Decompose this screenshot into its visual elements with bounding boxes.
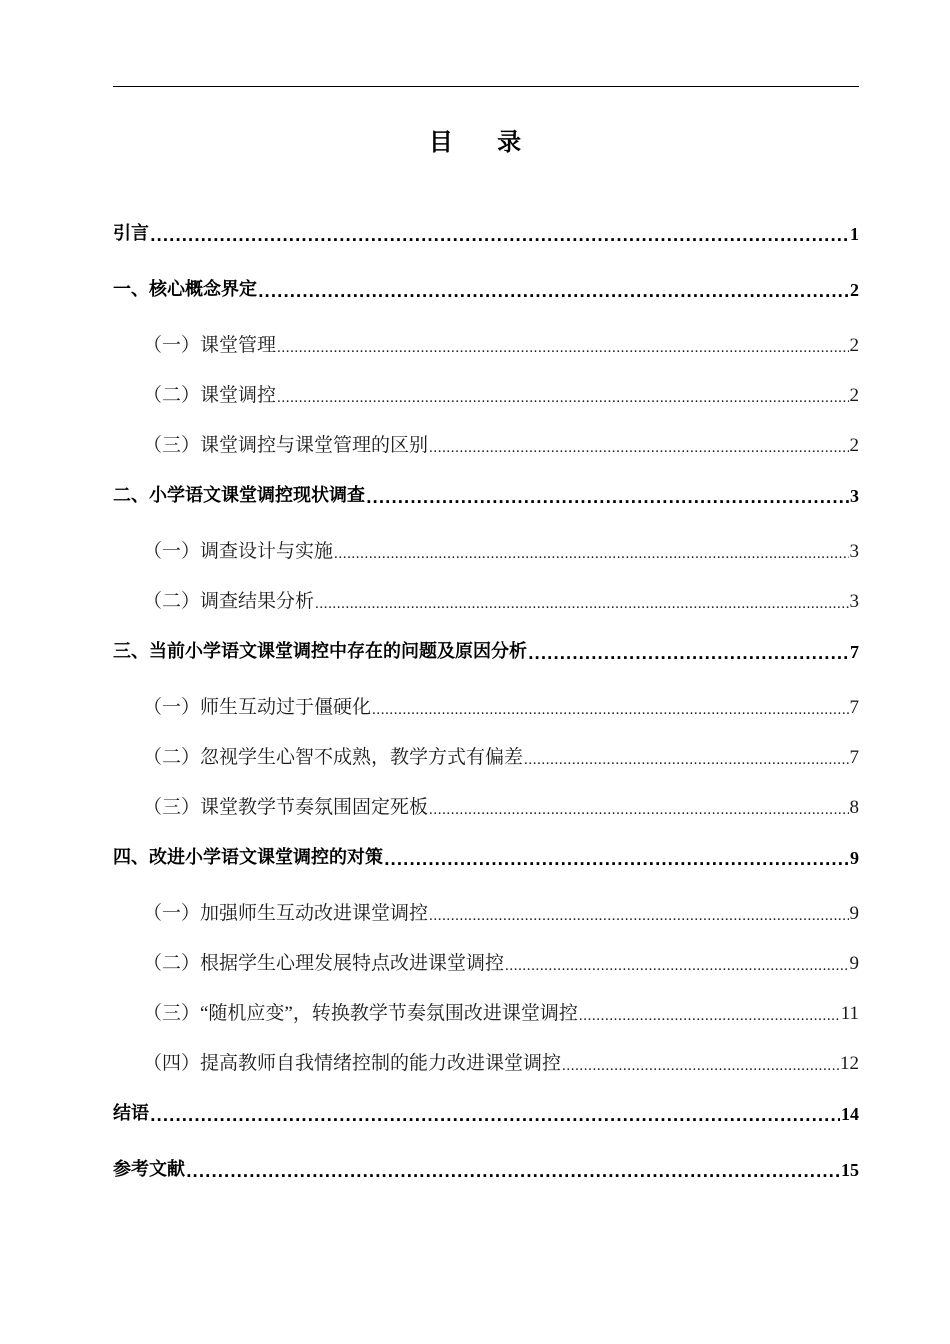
header-rule bbox=[113, 86, 859, 87]
toc-entry-label: 三、当前小学语文课堂调控中存在的问题及原因分析 bbox=[113, 641, 527, 662]
toc-entry-page: 9 bbox=[849, 953, 859, 974]
toc-dot-leader bbox=[315, 590, 848, 614]
toc-entry-section-4-2[interactable] bbox=[143, 946, 859, 976]
toc-entry-section-1[interactable] bbox=[113, 272, 859, 302]
toc-entry-page: 2 bbox=[849, 435, 859, 456]
toc-entry-label: 引言 bbox=[113, 223, 149, 244]
toc-dot-leader bbox=[150, 222, 849, 246]
toc-entry-label: 四、改进小学语文课堂调控的对策 bbox=[113, 847, 383, 868]
toc-entry-label: （三）“随机应变”，转换教学节奏氛围改进课堂调控 bbox=[143, 1003, 578, 1024]
toc-entry-section-1-2[interactable] bbox=[143, 378, 859, 408]
toc-dot-leader bbox=[366, 484, 849, 508]
toc-entry-page: 3 bbox=[850, 486, 859, 506]
toc-dot-leader bbox=[334, 540, 848, 564]
toc-entry-section-3-2[interactable] bbox=[143, 740, 859, 770]
toc-entry-label: （一）调查设计与实施 bbox=[143, 541, 334, 562]
toc-entry-conclusion[interactable] bbox=[113, 1096, 859, 1126]
toc-entry-page: 2 bbox=[850, 280, 859, 300]
toc-entry-section-4-3[interactable] bbox=[143, 996, 859, 1026]
toc-entry-label: （一）师生互动过于僵硬化 bbox=[143, 697, 372, 718]
toc-entry-page: 3 bbox=[849, 591, 859, 612]
toc-entry-section-4[interactable] bbox=[113, 840, 859, 870]
toc-entry-section-1-3[interactable] bbox=[143, 428, 859, 458]
toc-dot-leader bbox=[186, 1158, 840, 1182]
toc-entry-label: （四）提高教师自我情绪控制的能力改进课堂调控 bbox=[143, 1053, 562, 1074]
toc-entry-section-3[interactable] bbox=[113, 634, 859, 664]
toc-dot-leader bbox=[150, 1102, 840, 1126]
toc-entry-section-3-3[interactable] bbox=[143, 790, 859, 820]
toc-entry-label: 结语 bbox=[113, 1103, 149, 1124]
toc-entry-label: （一）课堂管理 bbox=[143, 335, 277, 356]
toc-entry-page: 9 bbox=[849, 903, 859, 924]
toc-entry-page: 11 bbox=[840, 1003, 859, 1024]
toc-dot-leader bbox=[384, 846, 849, 870]
toc-dot-leader bbox=[429, 434, 848, 458]
toc-entry-label: 二、小学语文课堂调控现状调查 bbox=[113, 485, 365, 506]
toc-dot-leader bbox=[372, 696, 848, 720]
toc-entry-section-2-2[interactable] bbox=[143, 584, 859, 614]
toc-dot-leader bbox=[562, 1052, 839, 1076]
toc-entry-page: 2 bbox=[849, 385, 859, 406]
toc-entry-page: 15 bbox=[841, 1160, 859, 1180]
toc-entry-label: （一）加强师生互动改进课堂调控 bbox=[143, 903, 429, 924]
toc-dot-leader bbox=[528, 640, 849, 664]
toc-entry-section-4-1[interactable] bbox=[143, 896, 859, 926]
toc-entry-label: （二）课堂调控 bbox=[143, 385, 277, 406]
toc-entry-introduction[interactable] bbox=[113, 216, 859, 246]
toc-entry-page: 9 bbox=[850, 848, 859, 868]
toc-entry-page: 7 bbox=[849, 747, 859, 768]
toc-entry-page: 3 bbox=[849, 541, 859, 562]
toc-entry-page: 1 bbox=[850, 224, 859, 244]
toc-dot-leader bbox=[277, 384, 848, 408]
toc-entry-label: （三）课堂调控与课堂管理的区别 bbox=[143, 435, 429, 456]
toc-entry-label: （二）忽视学生心智不成熟，教学方式有偏差 bbox=[143, 747, 524, 768]
toc-dot-leader bbox=[277, 334, 848, 358]
toc-entry-references[interactable] bbox=[113, 1152, 859, 1182]
toc-entry-label: （二）调查结果分析 bbox=[143, 591, 315, 612]
toc-entry-page: 7 bbox=[850, 642, 859, 662]
toc-entry-section-4-4[interactable] bbox=[143, 1046, 859, 1076]
toc-entry-label: （二）根据学生心理发展特点改进课堂调控 bbox=[143, 953, 505, 974]
toc-dot-leader bbox=[505, 952, 848, 976]
toc-entry-page: 14 bbox=[841, 1104, 859, 1124]
toc-entry-label: 一、核心概念界定 bbox=[113, 279, 257, 300]
toc-dot-leader bbox=[429, 796, 848, 820]
toc-entry-section-1-1[interactable] bbox=[143, 328, 859, 358]
toc-entry-page: 2 bbox=[849, 335, 859, 356]
toc-entry-page: 7 bbox=[849, 697, 859, 718]
toc-dot-leader bbox=[429, 902, 848, 926]
toc-entry-label: （三）课堂教学节奏氛围固定死板 bbox=[143, 797, 429, 818]
toc-entry-label: 参考文献 bbox=[113, 1159, 185, 1180]
toc-entry-section-3-1[interactable] bbox=[143, 690, 859, 720]
toc-entry-page: 12 bbox=[840, 1053, 859, 1074]
toc-title: 目 录 bbox=[428, 128, 540, 156]
toc-dot-leader bbox=[579, 1002, 840, 1026]
toc-entry-section-2-1[interactable] bbox=[143, 534, 859, 564]
toc-entry-section-2[interactable] bbox=[113, 478, 859, 508]
toc-dot-leader bbox=[258, 278, 849, 302]
toc-entry-page: 8 bbox=[849, 797, 859, 818]
toc-dot-leader bbox=[524, 746, 848, 770]
